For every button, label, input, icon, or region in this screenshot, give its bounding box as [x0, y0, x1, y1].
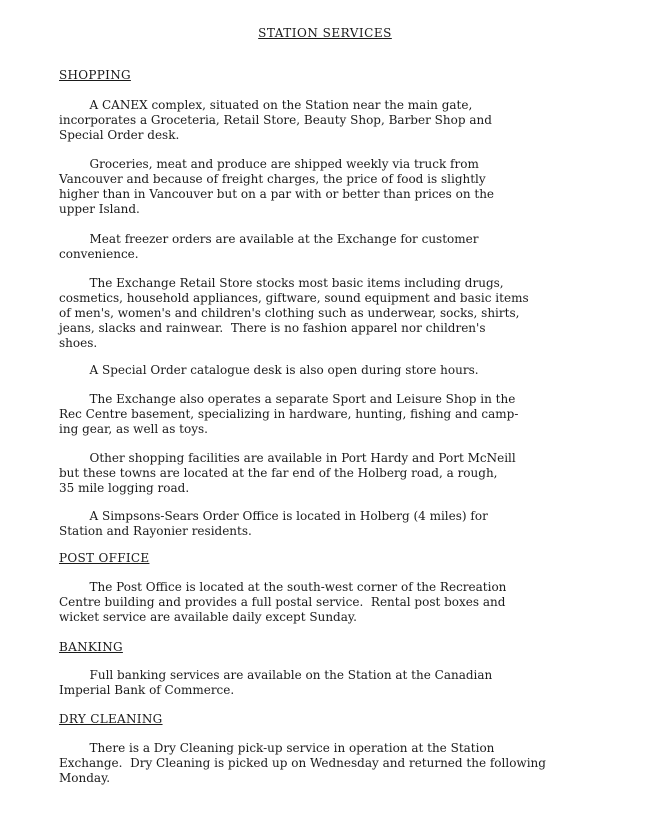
paragraph: There is a Dry Cleaning pick-up service in operation at the Station Exchange. Dry Cleaning is picked up on Wednesday and returned the following Monday. [59, 741, 546, 785]
paragraph: Groceries, meat and produce are shipped weekly via truck from Vancouver and because of freight charges, the price of food is slightly higher than in Vancouver but on a par with or better than prices on the upper Island. [59, 157, 495, 216]
section-heading-post-office: POST OFFICE [59, 551, 150, 565]
paragraph: A Simpsons-Sears Order Office is located in Holberg (4 miles) for Station and Rayonier residents. [59, 509, 488, 538]
section-heading-shopping: SHOPPING [59, 68, 131, 82]
paragraph: A Special Order catalogue desk is also open during store hours. [59, 363, 479, 377]
paragraph: Meat freezer orders are available at the Exchange for customer convenience. [59, 232, 479, 261]
paragraph: A CANEX complex, situated on the Station near the main gate, incorporates a Groceteria, Retail Store, Beauty Shop, Barber Shop and Special Order desk. [59, 98, 492, 142]
paragraph: The Post Office is located at the south-west corner of the Recreation Centre building and provides a full postal service. Rental post boxes and wicket service are available daily except Sunday. [59, 580, 507, 624]
paragraph: Other shopping facilities are available in Port Hardy and Port McNeill but these towns are located at the far end of the Holberg road, a rough, 35 mile logging road. [59, 451, 516, 495]
paragraph: Full banking services are available on the Station at the Canadian Imperial Bank of Commerce. [59, 668, 493, 697]
paragraph: The Exchange also operates a separate Sport and Leisure Shop in the Rec Centre basement, specializing in hardware, hunting, fishing and camp- ing gear, as well as toys. [59, 392, 519, 436]
section-heading-banking: BANKING [59, 640, 123, 654]
page-title [0, 26, 650, 41]
section-heading-dry-cleaning: DRY CLEANING [59, 712, 163, 726]
paragraph: The Exchange Retail Store stocks most basic items including drugs, cosmetics, household appliances, giftware, sound equipment and basic items of men's, women's and children's clothing such as underwear, socks, shirts, jeans, slacks and rainwear. There is no fashion apparel nor children's shoes. [59, 276, 529, 350]
page-title-text: STATION SERVICES [258, 26, 392, 40]
